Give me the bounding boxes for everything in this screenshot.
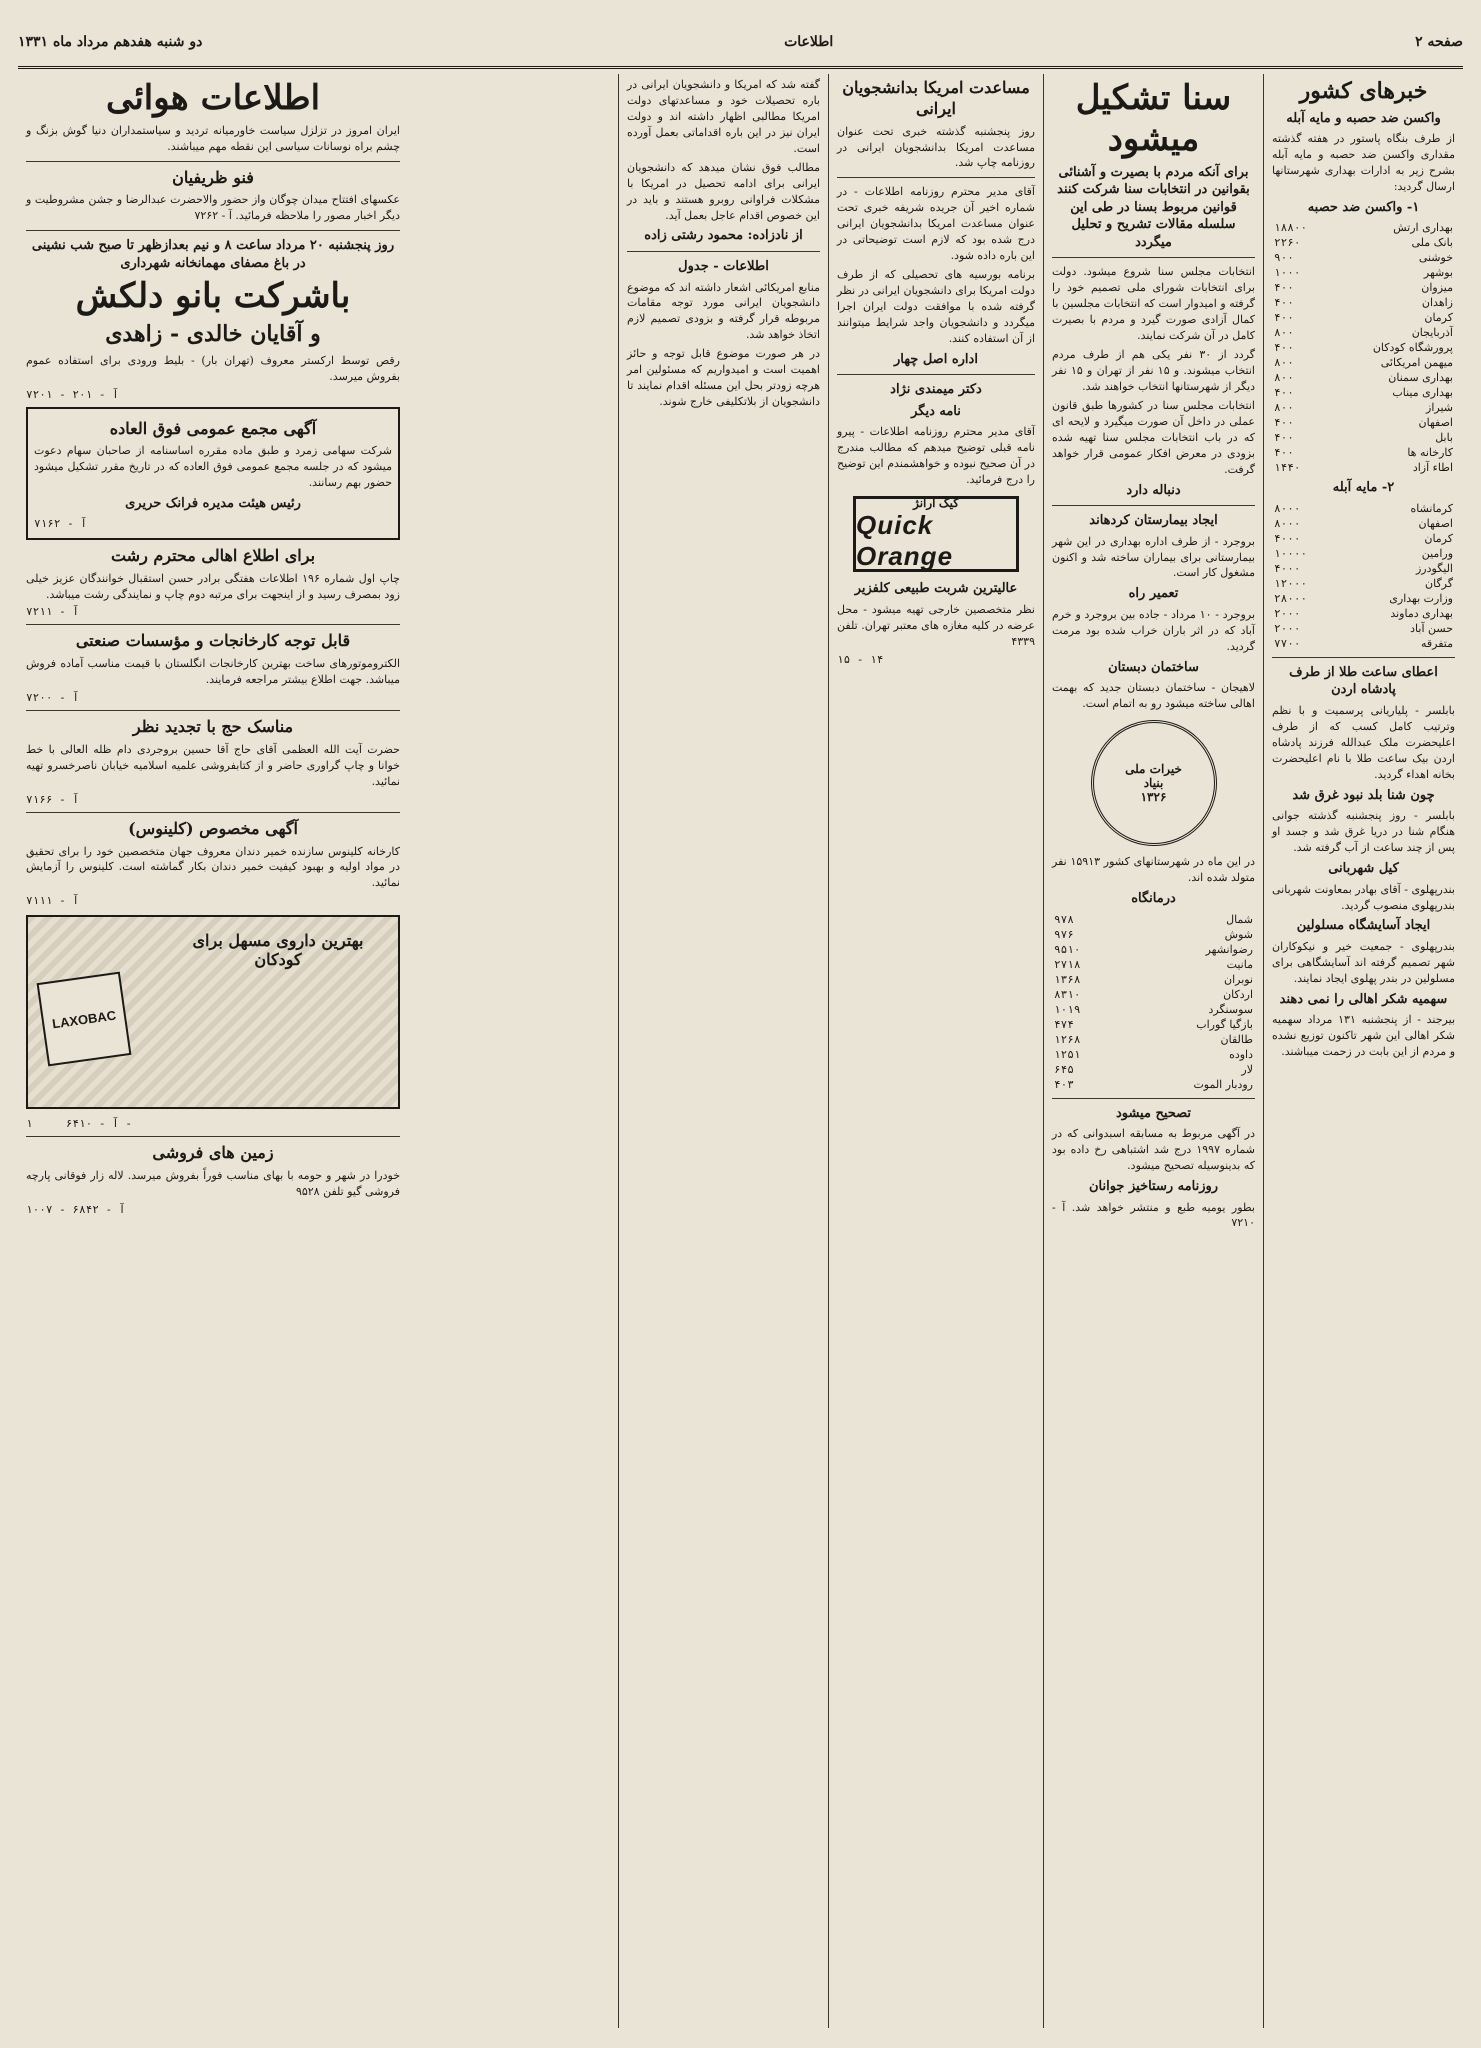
list-row bbox=[1052, 1047, 1255, 1062]
row-label: گرگان bbox=[1425, 576, 1453, 590]
row-label: رضوانشهر bbox=[1205, 942, 1253, 956]
article-text: انتخابات مجلس سنا در کشورها طبق قانون عملی در داخل آن صورت میگیرد و لایحه ای که در باب انتخابات مجلس سنا تهیه شده بزودی در معرض افکار عمومی قرار خواهد گرفت. bbox=[1052, 398, 1255, 476]
row-label: بازگیا گوراب bbox=[1196, 1017, 1253, 1031]
row-label: الیگودرز bbox=[1415, 561, 1453, 575]
letter-title: نامه دیگر bbox=[911, 403, 961, 419]
ad-ref-number: آ - ۶۴۱۰ bbox=[65, 1117, 119, 1131]
list-row bbox=[1272, 220, 1455, 235]
list-row bbox=[1272, 501, 1455, 516]
row-value: ۱۰۱۹ bbox=[1054, 1002, 1081, 1016]
weather-text: ایران امروز در تزلزل سیاست خاورمیانه تردید و سیاستمداران دنیا گوش بزنگ و چشم براه نوسانات سیاسی این نقطه مهم میباشند. bbox=[26, 123, 400, 153]
list-row bbox=[1272, 430, 1455, 445]
row-value: ۷۷۰۰ bbox=[1274, 636, 1301, 650]
list-row bbox=[1272, 355, 1455, 370]
row-value: ۱۲۶۸ bbox=[1054, 1032, 1081, 1046]
ad-ref-page: ۱ - bbox=[26, 1117, 132, 1131]
story-text: بندرپهلوی - جمعیت خیر و نیکوکاران شهر تصمیم گرفته اند آسایشگاهی برای مسلولین در بندر پهلوی ایجاد نمایند. bbox=[1272, 940, 1455, 985]
headline: مساعدت امریکا بدانشجویان ایرانی bbox=[842, 78, 1030, 118]
list-row bbox=[1272, 445, 1455, 460]
row-label: بابل bbox=[1435, 431, 1453, 445]
ad-signature: رئیس هیئت مدیره فرانک حریری bbox=[125, 496, 301, 512]
list-row bbox=[1272, 310, 1455, 325]
headline: سنا تشکیل میشود bbox=[1075, 78, 1232, 159]
ad-text: الکتروموتورهای ساخت بهترین کارخانجات انگلستان با قیمت مناسب آماده فروش میباشد. جهت اطلاع بیشتر مراجعه فرمایند. bbox=[26, 657, 400, 687]
story-text: بروجرد - از طرف اداره بهداری در این شهر بیمارستانی برای بیماران ساخته شد و اکنون مشغول کار است. bbox=[1052, 534, 1255, 580]
ad-ref: آ - ۷۲۱۱ bbox=[26, 605, 79, 619]
row-value: ۴۰۰ bbox=[1274, 341, 1294, 355]
story-text: بابلسر - پلیاریانی پرسمیت و با نظم وترتیب کامل کسب که از طرف اعلیحضرت ملک عبدالله فرزند پادشاه اردن بیک ساعت طلا با نام اعلیحضرت بخانه اهداء گردید. bbox=[1272, 703, 1455, 781]
ad-title: قابل توجه کارخانجات و مؤسسات صنعتی bbox=[75, 631, 351, 651]
list-row bbox=[1052, 1062, 1255, 1077]
ad-ref bbox=[26, 1117, 400, 1130]
story-title: اعطای ساعت طلا از طرف پادشاه اردن bbox=[1289, 664, 1438, 698]
list-row bbox=[1272, 370, 1455, 385]
charity-emblem bbox=[1091, 720, 1217, 846]
list-row bbox=[1272, 546, 1455, 561]
row-label: اصفهان bbox=[1418, 516, 1453, 530]
row-value: ۱۰۰۰ bbox=[1274, 266, 1301, 280]
row-label: آذربایجان bbox=[1411, 326, 1453, 340]
row-label: بهداری ارتش bbox=[1393, 221, 1453, 235]
row-value: ۴۰۰ bbox=[1274, 311, 1294, 325]
signature: اداره اصل چهار bbox=[894, 351, 978, 367]
row-label: وزارت بهداری bbox=[1389, 591, 1453, 605]
brand-name: LAXOBAC bbox=[51, 1007, 117, 1032]
ad-brand: Quick Orange bbox=[856, 510, 954, 572]
row-label: رودبار الموت bbox=[1193, 1077, 1253, 1091]
event-intro: روز پنجشنبه ۲۰ مرداد ساعت ۸ و نیم بعدازظهر تا صبح شب نشینی در باغ مصفای مهمانخانه شهرداری bbox=[31, 238, 395, 271]
article-text: برنامه بورسیه های تحصیلی که از طرف دولت امریکا برای دانشجویان ایرانی در نظر گرفته شده با موافقت دولت ایران اجرا میگردد و دانشجویان واجد شرایط میتوانند از آن استفاده کنند. bbox=[837, 268, 1035, 345]
article-text: گفته شد که امریکا و دانشجویان ایرانی در باره تحصیلات خود و مساعدتهای دولت امریکا مطالبی اظهار داشته اند و دولت ایران نیز در این باره اقداماتی بعمل آورده است. bbox=[627, 78, 820, 155]
story-title: کیل شهربانی bbox=[1328, 861, 1399, 877]
story-title: ایجاد آسایشگاه مسلولین bbox=[1296, 918, 1431, 934]
story-title: واکسن ضد حصبه و مایه آبله bbox=[1286, 110, 1441, 126]
ad-text: نظر متخصصین خارجی تهیه میشود - محل عرضه در کلیه مغازه های معتبر تهران. تلفن ۴۳۳۹ bbox=[837, 602, 1035, 648]
column-senate bbox=[1043, 74, 1263, 2028]
divider bbox=[837, 177, 1035, 178]
divider bbox=[627, 251, 820, 252]
list-row bbox=[1272, 295, 1455, 310]
laxobac-ad-illustration bbox=[26, 915, 400, 1109]
ad-ref: آ - ۷۱۶۶ bbox=[26, 792, 79, 806]
row-value: ۸۰۰ bbox=[1274, 401, 1294, 415]
row-value: ۲۲۶۰ bbox=[1274, 236, 1301, 250]
row-label: اردکان bbox=[1223, 987, 1253, 1001]
list-row bbox=[1052, 942, 1255, 957]
story-text: بروجرد - ۱۰ مرداد - جاده بین بروجرد و خرم آباد که در اثر باران خراب شده بود مرمت گردید. bbox=[1052, 607, 1256, 653]
row-label: حسن آباد bbox=[1410, 621, 1453, 635]
row-label: بهداری سمنان bbox=[1388, 371, 1453, 385]
article-text: منابع امریکائی اشعار داشته اند که موضوع دانشجویان ایرانی مورد توجه مقامات مربوطه قرار گرفته و بزودی تصمیم لازم اتخاذ خواهد شد. bbox=[627, 280, 820, 342]
row-label: نوبران bbox=[1223, 972, 1253, 986]
row-value: ۴۰۰ bbox=[1274, 446, 1294, 460]
article-text: آقای مدیر محترم روزنامه اطلاعات - در شماره اخیر آن جریده شریفه خبری تحت عنوان مساعدت امریکا بدانشجویان ایرانی درج شده بود که لازم است توضیحاتی در این باره داده شود. bbox=[837, 185, 1035, 263]
row-value: ۲۰۰۰ bbox=[1274, 606, 1301, 620]
row-value: ۸۰۰ bbox=[1274, 371, 1294, 385]
row-label: زاهدان bbox=[1421, 296, 1453, 310]
story-text: بیرجند - از پنجشنبه ۱۳۱ مرداد سهمیه شکر اهالی این شهر تاکنون توزیع نشده و مردم از این بابت در زحمت میباشند. bbox=[1272, 1013, 1456, 1059]
row-value: ۱۰۰۰۰ bbox=[1274, 546, 1308, 560]
column-ads bbox=[18, 74, 408, 2028]
list-row bbox=[1052, 957, 1255, 972]
ad-ref: آ - ۷۲۰۰ bbox=[26, 691, 79, 705]
divider bbox=[26, 624, 400, 625]
list-row bbox=[1272, 250, 1455, 265]
page-number: صفحه ۲ bbox=[1415, 34, 1463, 50]
story-text: لاهیجان - ساختمان دبستان جدید که بهمت اهالی ساخته میشود رو به اتمام است. bbox=[1052, 681, 1255, 711]
article-text: در هر صورت موضوع قابل توجه و حائز اهمیت است و امیدواریم که مسئولین امر هرچه زودتر بحل این مسئله اقدام نمایند تا دانشجویان از بلاتکلیفی خارج شوند. bbox=[627, 347, 820, 409]
ad-text: خودرا در شهر و حومه با بهای مناسب فوراً بفروش میرسد. لاله زار فوقانی پارچه فروشی گیو تلفن ۹۵۲۸ bbox=[26, 1169, 400, 1199]
issue-date: دو شنبه هفدهم مرداد ماه ۱۳۳۱ bbox=[18, 34, 203, 50]
row-value: ۸۰۰۰ bbox=[1274, 501, 1301, 515]
list-row bbox=[1272, 340, 1455, 355]
ad-ref: آ - ۶۸۴۲ - ۱۰۰۷ bbox=[26, 1203, 126, 1216]
story-title: سهمیه شکر اهالی را نمی دهند bbox=[1279, 991, 1448, 1007]
row-value: ۴۰۰ bbox=[1274, 296, 1294, 310]
list-row bbox=[1272, 591, 1455, 606]
ad-ref: آ - ۷۱۱۱ bbox=[26, 894, 79, 908]
list-row bbox=[1272, 400, 1455, 415]
story-text: در آگهی مربوط به مسابقه اسبدوانی که در شماره ۱۹۹۷ درج شد اشتباهی رخ داده بود که بدینوسیله تصحیح میشود. bbox=[1052, 1127, 1256, 1173]
vaccine-list-2 bbox=[1272, 501, 1455, 651]
ad-text: چاپ اول شماره ۱۹۶ اطلاعات هفتگی برادر حسن استقبال خوانندگان عزیز خیلی زود بمصرف رسید و از اینجهت برای مرتبه دوم چاپ و نمایندگی رشت میباشد. bbox=[26, 571, 400, 601]
census-text: در این ماه در شهرستانهای کشور ۱۵۹۱۳ نفر متولد شده اند. bbox=[1052, 855, 1255, 885]
columns bbox=[18, 74, 1463, 2028]
vaccine-list bbox=[1272, 220, 1455, 475]
list-row bbox=[1272, 606, 1455, 621]
row-label: کرمانشاه bbox=[1410, 501, 1453, 515]
ad-ref: ۱۵ - ۱۴ bbox=[837, 652, 884, 666]
row-value: ۹۰۰ bbox=[1274, 251, 1294, 265]
ad-label: کیک ارانژ bbox=[913, 496, 959, 511]
ad-text: شرکت سهامی زمرد و طبق ماده مقرره اساسنامه از صاحبان سهام دعوت میشود که در جلسه مجمع عمومی فوق العاده که در تاریخ مقرر تشکیل میشود حضور بهم رسانند. bbox=[34, 444, 392, 490]
row-label: بهداری دماوند bbox=[1390, 606, 1453, 620]
row-label: ورامین bbox=[1421, 546, 1453, 560]
event-text: رقص توسط ارکستر معروف (تهران بار) - بلیط ورودی برای استفاده عموم بفروش میرسد. bbox=[26, 353, 400, 383]
list-row bbox=[1052, 1032, 1255, 1047]
newspaper-name: اطلاعات bbox=[784, 34, 834, 50]
list-row bbox=[1052, 927, 1255, 942]
row-value: ۱۲۰۰۰ bbox=[1274, 576, 1308, 590]
column-title: خبرهای کشور bbox=[1299, 78, 1428, 104]
row-value: ۹۷۶ bbox=[1054, 927, 1074, 941]
list-row bbox=[1052, 1077, 1255, 1092]
divider bbox=[1272, 657, 1455, 658]
article-text: آقای مدیر محترم روزنامه اطلاعات - پیرو نامه قبلی توضیح میدهم که مطالب مندرج در آن صحیح نبوده و خواهشمندم این توضیح را درج فرمائید. bbox=[837, 425, 1035, 487]
divider bbox=[26, 1136, 400, 1137]
row-label: شمال bbox=[1226, 912, 1253, 926]
story-title: ساختمان دبستان bbox=[1108, 659, 1199, 675]
list-row bbox=[1052, 1017, 1255, 1032]
story-title: ایجاد بیمارستان کردهاند bbox=[1089, 513, 1218, 529]
story-text: بندرپهلوی - آقای بهادر بمعاونت شهربانی بندرپهلوی منصوب گردید. bbox=[1272, 882, 1455, 912]
list-row bbox=[1272, 561, 1455, 576]
row-label: میزوان bbox=[1421, 281, 1453, 295]
row-value: ۲۰۰۰ bbox=[1274, 621, 1301, 635]
row-value: ۴۰۰ bbox=[1274, 386, 1294, 400]
row-label: کرمان bbox=[1424, 531, 1453, 545]
row-value: ۹۷۸ bbox=[1054, 912, 1074, 926]
row-label: سوسنگرد bbox=[1208, 1002, 1253, 1016]
quick-orange-ad bbox=[853, 496, 1019, 572]
row-label: میهمن امریکائی bbox=[1380, 356, 1453, 370]
list-row bbox=[1272, 265, 1455, 280]
row-label: متفرقه bbox=[1420, 636, 1453, 650]
list-row bbox=[1272, 415, 1455, 430]
column-students bbox=[828, 74, 1043, 2028]
census-title: درمانگاه bbox=[1131, 891, 1176, 907]
row-value: ۹۵۱۰ bbox=[1054, 942, 1081, 956]
story-title: روزنامه رستاخیز جوانان bbox=[1088, 1178, 1219, 1194]
story-title: چون شنا بلد نبود غرق شد bbox=[1292, 787, 1435, 803]
row-value: ۱۳۶۸ bbox=[1054, 972, 1081, 986]
row-label: پرورشگاه کودکان bbox=[1372, 341, 1453, 355]
divider bbox=[1052, 257, 1255, 258]
divider bbox=[1052, 1098, 1255, 1099]
row-label: طالقان bbox=[1220, 1032, 1253, 1046]
row-label: مانیت bbox=[1226, 957, 1253, 971]
article-text: گردد از ۳۰ نفر یکی هم از طرف مردم انتخاب میشوند. و ۱۵ نفر از تهران و ۱۵ نفر دیگر از شهرستانها انتخاب خواهند شد. bbox=[1052, 348, 1255, 393]
row-label: اطاء آزاد bbox=[1412, 461, 1453, 475]
article-text: مطالب فوق نشان میدهد که دانشجویان ایرانی برای ادامه تحصیل در امریکا با مشکلات فراوانی روبرو هستند و باید در این خصوص اقدام عاجل بعمل آید. bbox=[627, 160, 820, 222]
list-row bbox=[1272, 235, 1455, 250]
story-title: تعمیر راه bbox=[1128, 586, 1179, 602]
row-value: ۴۰۰ bbox=[1274, 416, 1294, 430]
divider bbox=[26, 230, 400, 231]
divider bbox=[1052, 505, 1255, 506]
story-title: تصحیح میشود bbox=[1115, 1105, 1192, 1121]
list-row bbox=[1272, 576, 1455, 591]
article-text: انتخابات مجلس سنا شروع میشود. دولت برای انتخابات شورای ملی تصمیم خود را گرفته و امیدوار است که انتخابات مجلسین با کمال آزادی صورت گیرد و مردم با بصیرت کامل در آن شرکت نمایند. bbox=[1052, 265, 1255, 343]
emblem-year: ۱۳۲۶ bbox=[1140, 790, 1167, 805]
list-row bbox=[1052, 1002, 1255, 1017]
ad-title: آگهی مجمع عمومی فوق العاده bbox=[109, 418, 317, 438]
signature-label: از نادزاده: bbox=[747, 228, 803, 244]
row-value: ۲۷۱۸ bbox=[1054, 957, 1081, 971]
row-value: ۴۰۰ bbox=[1274, 431, 1294, 445]
row-value: ۸۰۰۰ bbox=[1274, 516, 1301, 530]
section-heading: ۲- مایه آبله bbox=[1332, 480, 1395, 496]
event-subtitle: و آقایان خالدی - زاهدی bbox=[105, 321, 321, 348]
list-row bbox=[1272, 531, 1455, 546]
divider bbox=[26, 161, 400, 162]
list-row bbox=[1052, 987, 1255, 1002]
row-label: داوده bbox=[1229, 1047, 1253, 1061]
divider bbox=[26, 710, 400, 711]
row-label: شوش bbox=[1224, 927, 1253, 941]
ad-ref: آ - ۷۱۶۲ bbox=[34, 516, 87, 530]
row-value: ۸۳۱۰ bbox=[1054, 987, 1081, 1001]
row-value: ۴۰۰ bbox=[1274, 281, 1294, 295]
section-heading: ۱- واکسن ضد حصبه bbox=[1307, 199, 1420, 215]
newspaper-page bbox=[18, 18, 1463, 2028]
column-editorial bbox=[618, 74, 828, 2028]
emblem-text: خیرات ملی bbox=[1125, 762, 1182, 777]
row-value: ۸۰۰ bbox=[1274, 326, 1294, 340]
list-row bbox=[1272, 325, 1455, 340]
story-text: از طرف بنگاه پاستور در هفته گذشته مقداری واکسن ضد حصبه و مایه آبله بشرح زیر به ادارات بهداری شهرستانها ارسال گردید: bbox=[1272, 132, 1455, 193]
census-list bbox=[1052, 912, 1255, 1092]
ad-text: عکسهای افتتاح میدان چوگان واز حضور والاحضرت عبدالرضا و جشن مشروطیت و دیگر اخبار مصور را ملاحظه فرمائید. آ - ۷۲۶۲ bbox=[26, 193, 400, 223]
signature bbox=[627, 227, 820, 245]
row-value: ۶۴۵ bbox=[1054, 1062, 1074, 1076]
signature-name: محمود رشتی زاده bbox=[644, 228, 744, 244]
row-label: اصفهان bbox=[1418, 416, 1453, 430]
ad-title: فنو ظریفیان bbox=[172, 167, 254, 187]
continued-label: دنباله دارد bbox=[1126, 482, 1181, 498]
row-value: ۱۴۴۰ bbox=[1274, 461, 1301, 475]
row-label: لار bbox=[1241, 1062, 1253, 1076]
row-value: ۴۰۳ bbox=[1054, 1077, 1074, 1091]
list-row bbox=[1052, 972, 1255, 987]
row-label: بهداری میناب bbox=[1392, 386, 1453, 400]
letter-author: دکتر میمندی نژاد bbox=[890, 382, 982, 398]
ad-text: کارخانه کلینوس سازنده خمیر دندان معروف جهان متخصصین خود را برای تحقیق در مواد اولیه و بهبود کیفیت خمیر دندان بکار گماشته است. کلینوس را آزمایش نمائید. bbox=[26, 844, 400, 890]
row-label: کارخانه ها bbox=[1407, 446, 1453, 460]
list-row bbox=[1272, 460, 1455, 475]
row-value: ۴۰۰۰ bbox=[1274, 531, 1301, 545]
emblem-text: بنیاد bbox=[1143, 776, 1164, 791]
event-title: باشرکت بانو دلکش bbox=[75, 276, 351, 317]
list-row bbox=[1272, 385, 1455, 400]
row-value: ۸۰۰ bbox=[1274, 356, 1294, 370]
ad-caption: بهترین داروی مسهل برای کودکان bbox=[192, 931, 364, 970]
row-label: کرمان bbox=[1424, 311, 1453, 325]
story-text: بابلسر - روز پنجشنبه گذشته جوانی هنگام شنا در دریا غرق شد و جسد او پس از چند ساعت از آب گرفته شد. bbox=[1272, 809, 1455, 855]
row-value: ۱۸۸۰۰ bbox=[1274, 221, 1308, 235]
row-label: بوشهر bbox=[1423, 266, 1453, 280]
list-row bbox=[1052, 912, 1255, 927]
page-header bbox=[18, 18, 1463, 69]
assembly-ad bbox=[26, 407, 400, 540]
ad-ref: آ - ۲۰۱ - ۷۲۰۱ bbox=[26, 387, 119, 401]
row-label: بانک ملی bbox=[1411, 236, 1453, 250]
article-text: روز پنجشنبه گذشته خبری تحت عنوان مساعدت امریکا بدانشجویان ایرانی در روزنامه چاپ شد. bbox=[837, 124, 1035, 170]
ad-title: برای اطلاع اهالی محترم رشت bbox=[110, 545, 316, 565]
divider bbox=[837, 374, 1035, 375]
row-value: ۲۸۰۰۰ bbox=[1274, 591, 1308, 605]
headline-deck: برای آنکه مردم با بصیرت و آشنائی بقوانین در انتخابات سنا شرکت کنند قوانین مربوط بسنا در طی این سلسله مقالات تشریح و تحلیل میگردد bbox=[1057, 164, 1250, 250]
list-row bbox=[1272, 280, 1455, 295]
laxobac-box-icon bbox=[37, 972, 132, 1067]
ad-title: آگهی مخصوص (کلینوس) bbox=[128, 818, 298, 838]
story-text: بطور یومیه طبع و منتشر خواهد شد. آ - ۷۲۱۰ bbox=[1052, 1200, 1255, 1230]
divider bbox=[26, 812, 400, 813]
list-row bbox=[1272, 621, 1455, 636]
row-label: شیراز bbox=[1426, 401, 1453, 415]
section-title: اطلاعات - جدول bbox=[678, 258, 769, 274]
list-row bbox=[1272, 636, 1455, 651]
row-value: ۴۷۴ bbox=[1054, 1017, 1074, 1031]
row-value: ۱۲۵۱ bbox=[1054, 1047, 1081, 1061]
ad-text: حضرت آیت الله العظمی آقای حاج آقا حسین بروجردی دام ظله العالی با خط خوانا و چاپ گراوری حاضر و از کتابفروشی علمیه اسلامیه خیابان ناصرخسرو تهیه نمائید. bbox=[26, 742, 400, 788]
column-country-news bbox=[1263, 74, 1463, 2028]
row-value: ۴۰۰۰ bbox=[1274, 561, 1301, 575]
list-row bbox=[1272, 516, 1455, 531]
row-label: خوشنی bbox=[1418, 251, 1453, 265]
ad-title: زمین های فروشی bbox=[152, 1143, 274, 1163]
weather-title: اطلاعات هوائی bbox=[105, 78, 321, 118]
ad-title: مناسک حج با تجدید نظر bbox=[132, 717, 294, 737]
ad-title: عالیترین شربت طبیعی کلفزیر bbox=[854, 581, 1018, 597]
